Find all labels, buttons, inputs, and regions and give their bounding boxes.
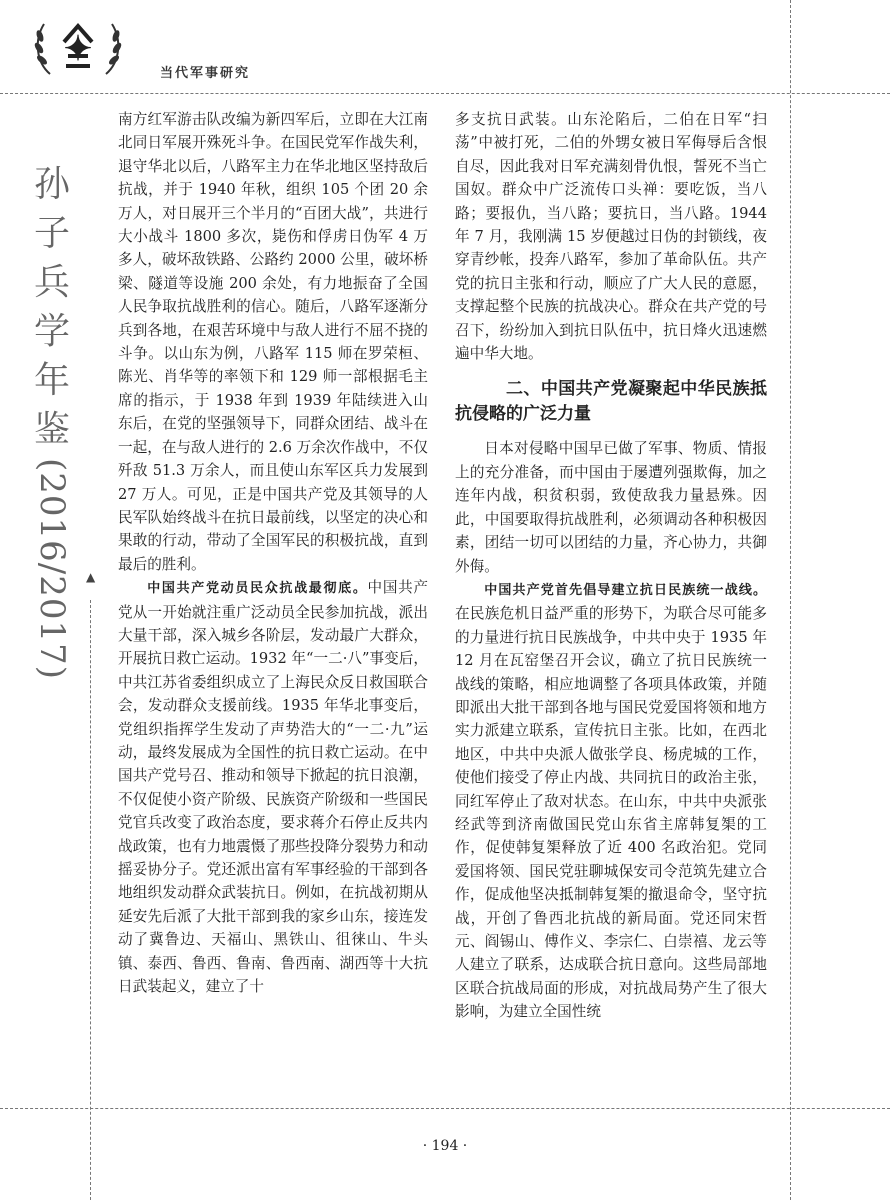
title-char: 子	[33, 213, 70, 254]
title-char: 兵	[33, 262, 70, 303]
title-char: 孙	[33, 164, 70, 205]
paragraph-text: 在民族危机日益严重的形势下，为联合尽可能多的力量进行抗日民族战争，中共中央于 1935 年 12 月在瓦窑堡召开会议，确立了抗日民族统一战线的策略，相应地调整了各项具体政策，并随即派出大批干部到各地与国民党爱国将领和地方实力派建立联系，宣传抗日主张。比如，在西北地区，中共中央派人做张学良、杨虎城的工作，使他们接受了停止内战、共同抗日的政治主张，同红军停止了敌对状态。在山东，中共中央派张经武等到济南做国民党山东省主席韩复榘的工作，促使韩复榘释放了近 400 名政治犯。党同爱国将领、国民党驻聊城保安司令范筑先建立合作，促成他坚决抵制韩复榘的撤退命令，坚守抗战，开创了鲁西北抗战的新局面。党还同宋哲元、阎锡山、傅作义、李宗仁、白崇禧、龙云等人建立了联系，达成联合抗日意向。这些局部地区联合抗战局面的形成，对抗战局势产生了很大影响，为建立全国性统	[455, 605, 767, 1021]
left-column	[118, 108, 428, 998]
body-paragraph: 南方红军游击队改编为新四军后，立即在大江南北同日军展开殊死斗争。在国民党军作战失利，退守华北以后，八路军主力在华北地区坚持敌后抗战，并于 1940 年秋，组织 105 个团 20 余万人，对日展开三个半月的“百团大战”，共进行大小战斗 1800 多次，毙伤和俘虏日伪军 4 万多人，破坏敌铁路、公路约 2000 公里，破坏桥梁、隧道等设施 200 余处，有力地振奋了全国人民争取抗战胜利的信心。随后，八路军逐渐分兵到各地，在艰苦环境中与敌人进行不屈不挠的斗争。以山东为例，八路军 115 师在罗荣桓、陈光、肖华等的率领下和 129 师一部根据毛主席的指示，于 1938 年到 1939 年陆续进入山东后，在党的坚强领导下，同群众团结、战斗在一起，在与敌人进行的 2.6 万余次作战中，不仅歼敌 51.3 万余人，而且使山东军区兵力发展到 27 万人。可见，正是中国共产党及其领导的人民军队始终战斗在抗日最前线，以坚定的决心和果敢的行动，带动了全国军民的积极抗战，直到最后的胜利。	[118, 111, 428, 573]
section-label: 当代军事研究	[160, 66, 251, 81]
page-number: · 194 ·	[422, 1138, 468, 1154]
title-char: 年	[33, 360, 70, 401]
header-cut-line	[0, 93, 890, 94]
up-arrow-icon: ▲	[86, 570, 96, 584]
section-heading: 二、中国共产党凝聚起中华民族抵抗侵略的广泛力量	[455, 379, 767, 425]
paragraph-text: 中国共产党从一开始就注重广泛动员全民参加抗战，派出大量干部，深入城乡各阶层，发动最广大群众，开展抗日救亡运动。1932 年“一二·八”事变后，中共江苏省委组织成立了上海民众反日救国联合会，发动群众支援前线。1935 年华北事变后，党组织指挥学生发动了声势浩大的“一二·九”运动，最终发展成为全国性的抗日救亡运动。在中国共产党号召、推动和领导下掀起的抗日浪潮，不仅促使小资产阶级、民族资产阶级和一些国民党官兵改变了政治态度，要求蒋介石停止反共内战政策，也有力地震慑了那些投降分裂势力和动摇妥协分子。党还派出富有军事经验的干部到各地组织发动群众武装抗日。例如，在抗战初期从延安先后派了大批干部到我的家乡山东，接连发动了冀鲁边、天福山、黑铁山、徂徕山、牛头镇、泰西、鲁西、鲁南、鲁西南、湖西等十大抗日武装起义，建立了十	[118, 579, 428, 996]
paragraph-lead: 中国共产党首先倡导建立抗日民族统一战线。	[484, 582, 767, 598]
journal-emblem-icon	[30, 12, 126, 86]
svg-text:✦: ✦	[63, 29, 93, 69]
left-cut-line	[90, 600, 91, 1200]
footer-cut-line	[0, 1108, 890, 1109]
body-paragraph: 日本对侵略中国早已做了军事、物质、情报上的充分准备，而中国由于屡遭列强欺侮，加之连年内战，积贫积弱，致使敌我力量悬殊。因此，中国要取得抗战胜利，必须调动各种积极因素，团结一切可以团结的力量，齐心协力，共御外侮。	[455, 440, 767, 575]
yearbook-title	[22, 160, 82, 680]
right-cut-line	[790, 0, 791, 1200]
body-paragraph	[118, 576, 428, 998]
yearbook-year: (2016/2017)	[32, 458, 72, 681]
right-column	[455, 108, 767, 1024]
body-paragraph: 多支抗日武装。山东沦陷后，二伯在日军“扫荡”中被打死，二伯的外甥女被日军侮辱后含恨自尽，因此我对日军充满刻骨仇恨，誓死不当亡国奴。群众中广泛流传口头禅：要吃饭，当八路；要报仇，当八路；要抗日，当八路。1944 年 7 月，我刚满 15 岁便越过日伪的封锁线，夜穿青纱帐，投奔八路军，参加了革命队伍。共产党的抗日主张和行动，顺应了广大人民的意愿，支撑起整个民族的抗战决心。群众在共产党的号召下，纷纷加入到抗日队伍中，抗日烽火迅速燃遍中华大地。	[455, 111, 767, 363]
title-char: 鉴	[33, 409, 70, 450]
paragraph-lead: 中国共产党动员民众抗战最彻底。	[147, 581, 368, 597]
title-char: 学	[33, 311, 70, 352]
body-paragraph	[455, 578, 767, 1024]
